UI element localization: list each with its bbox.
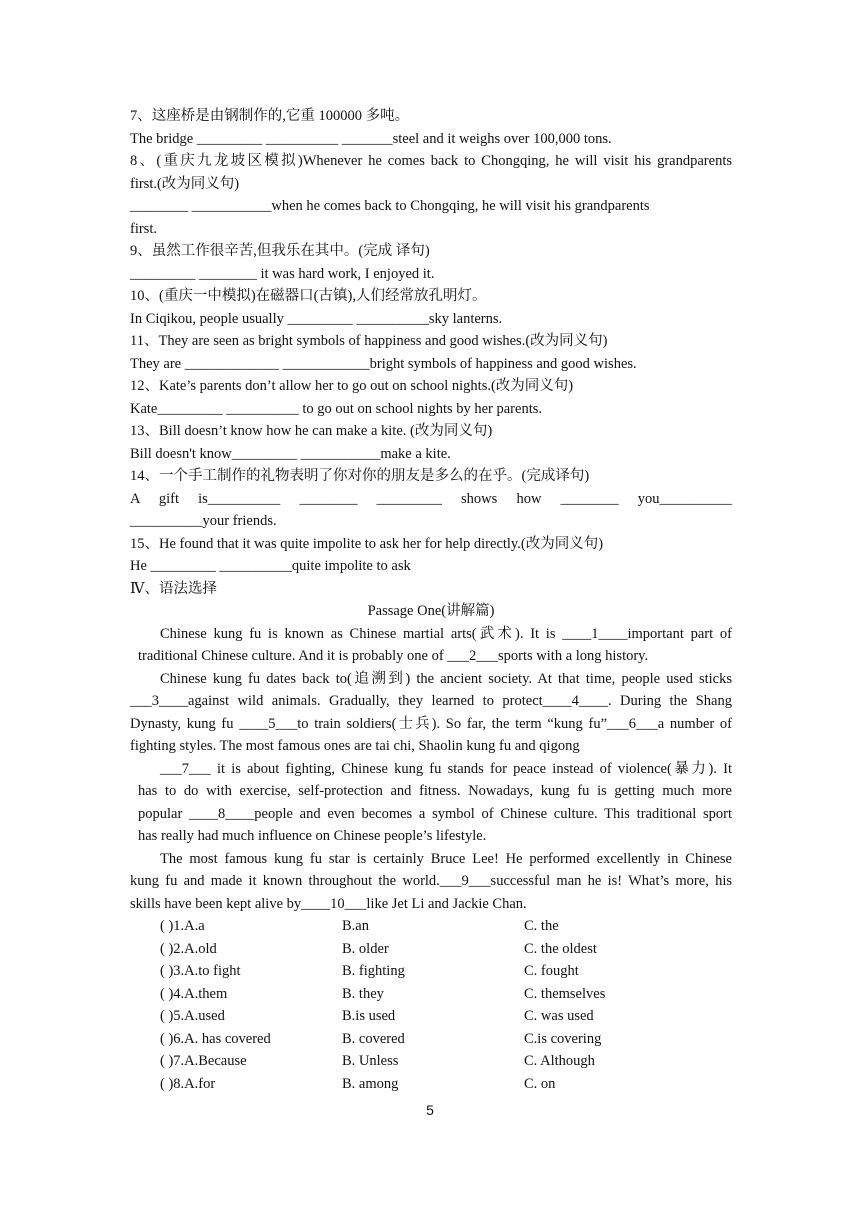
text-line: 11、They are seen as bright symbols of happiness and good wishes.(改为同义句) <box>130 333 608 349</box>
text-line: 14、一个手工制作的礼物表明了你对你的朋友是多么的在乎。(完成译句) <box>130 468 590 484</box>
text-line: The bridge _________ __________ _______steel and it weighs over 100,000 tons. <box>130 130 612 147</box>
text-line: 7、这座桥是由钢制作的,它重 100000 多吨。 <box>130 108 410 124</box>
option-question: ( )7.A.Because <box>160 1053 247 1069</box>
option-question: ( )3.A.to fight <box>160 963 241 979</box>
text-line: skills have been kept alive by____10___like Jet Li and Jackie Chan. <box>130 895 527 912</box>
option-c: C. themselves <box>524 985 606 1002</box>
option-b: B. among <box>342 1075 399 1092</box>
option-b: B. Unless <box>342 1053 399 1069</box>
text-line: Passage One(讲解篇) <box>367 603 495 619</box>
option-b: B.an <box>342 918 369 934</box>
text-line: ________ ___________when he comes back to Chongqing, he will visit his grandparents <box>130 198 650 214</box>
text-line: has really had much influence on Chinese people’s lifestyle. <box>138 828 487 844</box>
text-line: first. <box>130 220 157 237</box>
text-line: 9、虽然工作很辛苦,但我乐在其中。(完成 译句) <box>130 243 430 259</box>
text-line: has to do with exercise, self-protection and fitness. Nowadays, kung fu is getting much more <box>138 783 732 799</box>
option-question: ( )4.A.them <box>160 985 228 1002</box>
text-line: kung fu and made it known throughout the world.___9___successful man he is! What’s more, his <box>130 873 732 889</box>
text-line: Dynasty, kung fu ____5___to train soldiers(士兵). So far, the term “kung fu”___6___a number of <box>130 715 732 732</box>
option-question: ( )5.A.used <box>160 1008 225 1024</box>
text-line: A gift is__________ ________ _________ shows how ________ you__________ <box>130 490 732 507</box>
text-line: He _________ __________quite impolite to ask <box>130 558 411 574</box>
text-line: 13、Bill doesn’t know how he can make a kite. (改为同义句) <box>130 423 493 439</box>
text-line: 12、Kate’s parents don’t allow her to go out on school nights.(改为同义句) <box>130 378 574 394</box>
text-line: 15、He found that it was quite impolite to ask her for help directly.(改为同义句) <box>130 535 604 552</box>
option-question: ( )6.A. has covered <box>160 1030 271 1047</box>
option-c: C. on <box>524 1075 556 1092</box>
text-line: fighting styles. The most famous ones are tai chi, Shaolin kung fu and qigong <box>130 738 580 754</box>
option-b: B.is used <box>342 1008 396 1024</box>
option-b: B. they <box>342 985 384 1002</box>
option-b: B. older <box>342 940 389 957</box>
text-line: 10、(重庆一中模拟)在磁器口(古镇),人们经常放孔明灯。 <box>130 288 487 304</box>
option-question: ( )8.A.for <box>160 1075 216 1092</box>
text-line: The most famous kung fu star is certainly Bruce Lee! He performed excellently in Chinese <box>160 850 732 867</box>
option-c: C. Although <box>524 1053 595 1069</box>
text-line: Bill doesn't know_________ ___________make a kite. <box>130 445 451 462</box>
text-line: In Ciqikou, people usually _________ __________sky lanterns. <box>130 310 503 327</box>
option-question: ( )1.A.a <box>160 918 205 934</box>
text-line: Chinese kung fu dates back to(追溯到) the ancient society. At that time, people used sticks <box>160 670 732 687</box>
text-line: first.(改为同义句) <box>130 175 240 192</box>
text-line: popular ____8____people and even becomes a symbol of Chinese culture. This traditional sport <box>138 805 732 822</box>
text-line: Chinese kung fu is known as Chinese martial arts(武术). It is ____1____important part of <box>160 625 732 642</box>
option-b: B. covered <box>342 1030 405 1047</box>
option-c: C. was used <box>524 1008 594 1024</box>
option-c: C.is covering <box>524 1030 602 1047</box>
option-b: B. fighting <box>342 963 405 979</box>
text-line: _________ ________ it was hard work, I enjoyed it. <box>130 265 435 282</box>
option-question: ( )2.A.old <box>160 940 217 957</box>
text-line: They are _____________ ____________bright symbols of happiness and good wishes. <box>130 355 637 372</box>
text-line: traditional Chinese culture. And it is probably one of ___2___sports with a long history. <box>138 648 649 664</box>
text-line: ___3____against wild animals. Gradually, they learned to protect____4____. During the Shang <box>130 693 732 709</box>
text-line: Kate_________ __________ to go out on school nights by her parents. <box>130 400 542 417</box>
option-c: C. the <box>524 918 559 934</box>
text-line: Ⅳ、语法选择 <box>130 580 217 597</box>
text-line: 8、(重庆九龙坡区模拟)Whenever he comes back to Chongqing, he will visit his grandparents <box>130 153 732 169</box>
option-c: C. fought <box>524 963 579 979</box>
text-line: __________your friends. <box>130 513 277 529</box>
option-c: C. the oldest <box>524 940 597 957</box>
page-number: 5 <box>426 1102 434 1118</box>
text-line: ___7___ it is about fighting, Chinese kung fu stands for peace instead of violence(暴力). It <box>160 760 732 777</box>
